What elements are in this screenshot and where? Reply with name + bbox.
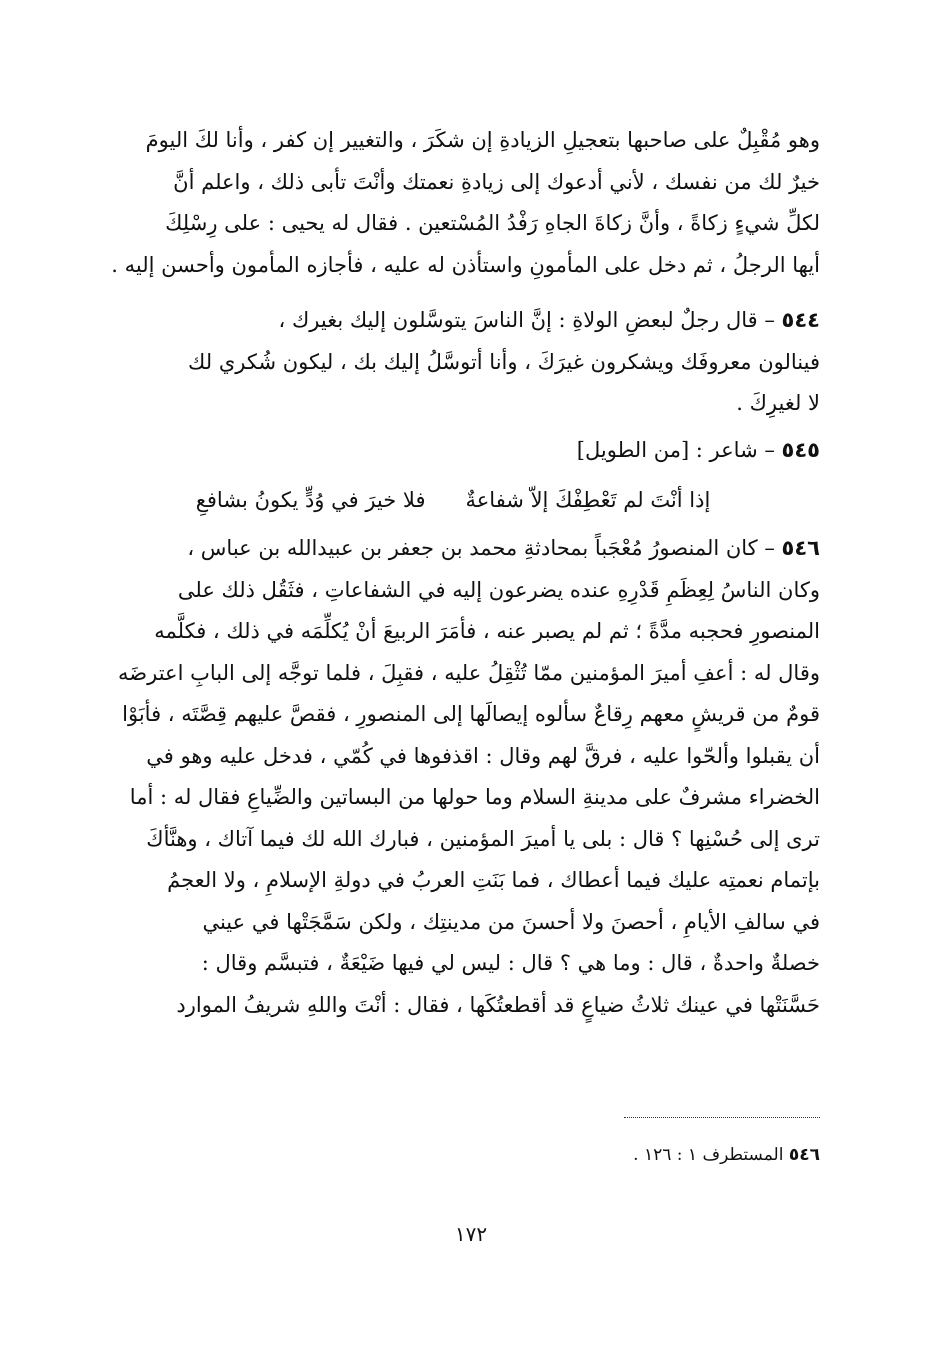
footnote-number: ٥٤٦ (788, 1145, 820, 1165)
text-line (96, 300, 820, 342)
paragraph-545 (96, 430, 820, 472)
footnote (633, 1140, 820, 1170)
entry-text: – كان المنصورُ مُعْجَباً بمحادثةِ محمد بن جعفر بن عبيدالله بن عباس ، (187, 536, 775, 560)
text-line: المنصورِ فحجبه مدَّةً ؛ ثم لم يصبر عنه ، فأمَرَ الربيعَ أنْ يُكلِّمَه في ذلك ، فكلَّمه (154, 619, 820, 643)
paragraph-546 (96, 528, 820, 1026)
text-line: في سالفِ الأيامِ ، أحصنَ ولا أحسنَ من مدينتِك ، ولكن سَمَّجَتْها في عيني (202, 909, 820, 934)
text-line: أن يقبلوا وألحّوا عليه ، فرقَّ لهم وقال : اقذفوها في كُمّي ، فدخل عليه وهو في (146, 743, 820, 768)
footnote-text: المستطرف ١ : ١٢٦ . (633, 1145, 784, 1165)
text-line: ترى إلى حُسْنِها ؟ قال : بلى يا أميرَ المؤمنين ، فبارك الله لك فيما آتاك ، وهنَّأكَ (146, 826, 820, 851)
text-line: بإتمام نعمتِه عليك فيما أعطاك ، فما بَنَتِ العربُ في دولةِ الإسلامِ ، ولا العجمُ (167, 868, 820, 892)
entry-text: – قال رجلٌ لبعضِ الولاةِ : إنَّ الناسَ يتوسَّلون إليك بغيرك ، (278, 308, 775, 332)
text-line (96, 528, 820, 570)
text-line: وكان الناسُ لِعِظَمِ قَدْرِهِ عنده يضرعون إليه في الشفاعاتِ ، فثَقُل ذلك على (177, 577, 820, 602)
paragraph-544 (96, 300, 820, 426)
verse-hemistich-second: فلا خيرَ في وُدٍّ يكونُ بشافعِ (195, 488, 426, 512)
text-line: قومٌ من قريشٍ معهم رِقاعٌ سألوه إيصالَها إلى المنصورِ ، فقصَّ عليهم قِصَّتَه ، فأبَوْا (122, 702, 820, 726)
text-line: خصلةٌ واحدةٌ ، قال : وما هي ؟ قال : ليس لي فيها ضَيْعَةٌ ، فتبسَّم وقال : (201, 951, 820, 975)
entry-number: ٥٤٥ (781, 438, 820, 462)
page-body (96, 120, 820, 1026)
text-line: لكلِّ شيءٍ زكاةً ، وأنَّ زكاةَ الجاهِ رَفْدُ المُسْتعين . فقال له يحيى : على رِسْلِكَ (165, 211, 820, 235)
text-line: أيها الرجلُ ، ثم دخل على المأمونِ واستأذن له عليه ، فأجازه المأمون وأحسن إليه . (111, 252, 820, 277)
text-line: لا لغيرِكَ . (736, 391, 820, 415)
text-line: وهو مُقْبِلٌ على صاحبها بتعجيلِ الزيادةِ إن شكَرَ ، والتغيير إن كفر ، وأنا لكَ اليومَ (145, 128, 820, 152)
entry-number: ٥٤٤ (781, 308, 820, 332)
text-line: الخضراء مشرفٌ على مدينةِ السلام وما حولها من البساتين والضِّياعِ فقال له : أما (129, 785, 820, 809)
page-number: ١٧٢ (454, 1222, 488, 1246)
entry-number: ٥٤٦ (781, 536, 820, 560)
text-line: وقال له : أعفِ أميرَ المؤمنين ممّا تُثْقِلُ عليه ، فقبِلَ ، فلما توجَّه إلى البابِ اعترضَه (118, 660, 820, 685)
paragraph-continuation (96, 120, 820, 296)
text-line: حَسَّنَتْها في عينك ثلاثُ ضياعٍ قد أقطعتُكَها ، فقال : أنْتَ واللهِ شريفُ الموارد (176, 992, 820, 1017)
verse-line (96, 480, 820, 524)
verse-hemistich-first: إذا أنْتَ لم تَعْطِفْكَ إلاّ شفاعةٌ (465, 488, 711, 512)
entry-text: – شاعر : [من الطويل] (576, 438, 775, 462)
text-line: خيرٌ لك من نفسك ، لأني أدعوك إلى زيادةِ نعمتك وأنْتَ تأبى ذلك ، واعلم أنَّ (173, 169, 820, 194)
footnote-separator (624, 1117, 820, 1118)
text-line: فينالون معروفَك ويشكرون غيرَكَ ، وأنا أتوسَّلُ إليك بك ، ليكون شُكري لك (188, 349, 820, 374)
